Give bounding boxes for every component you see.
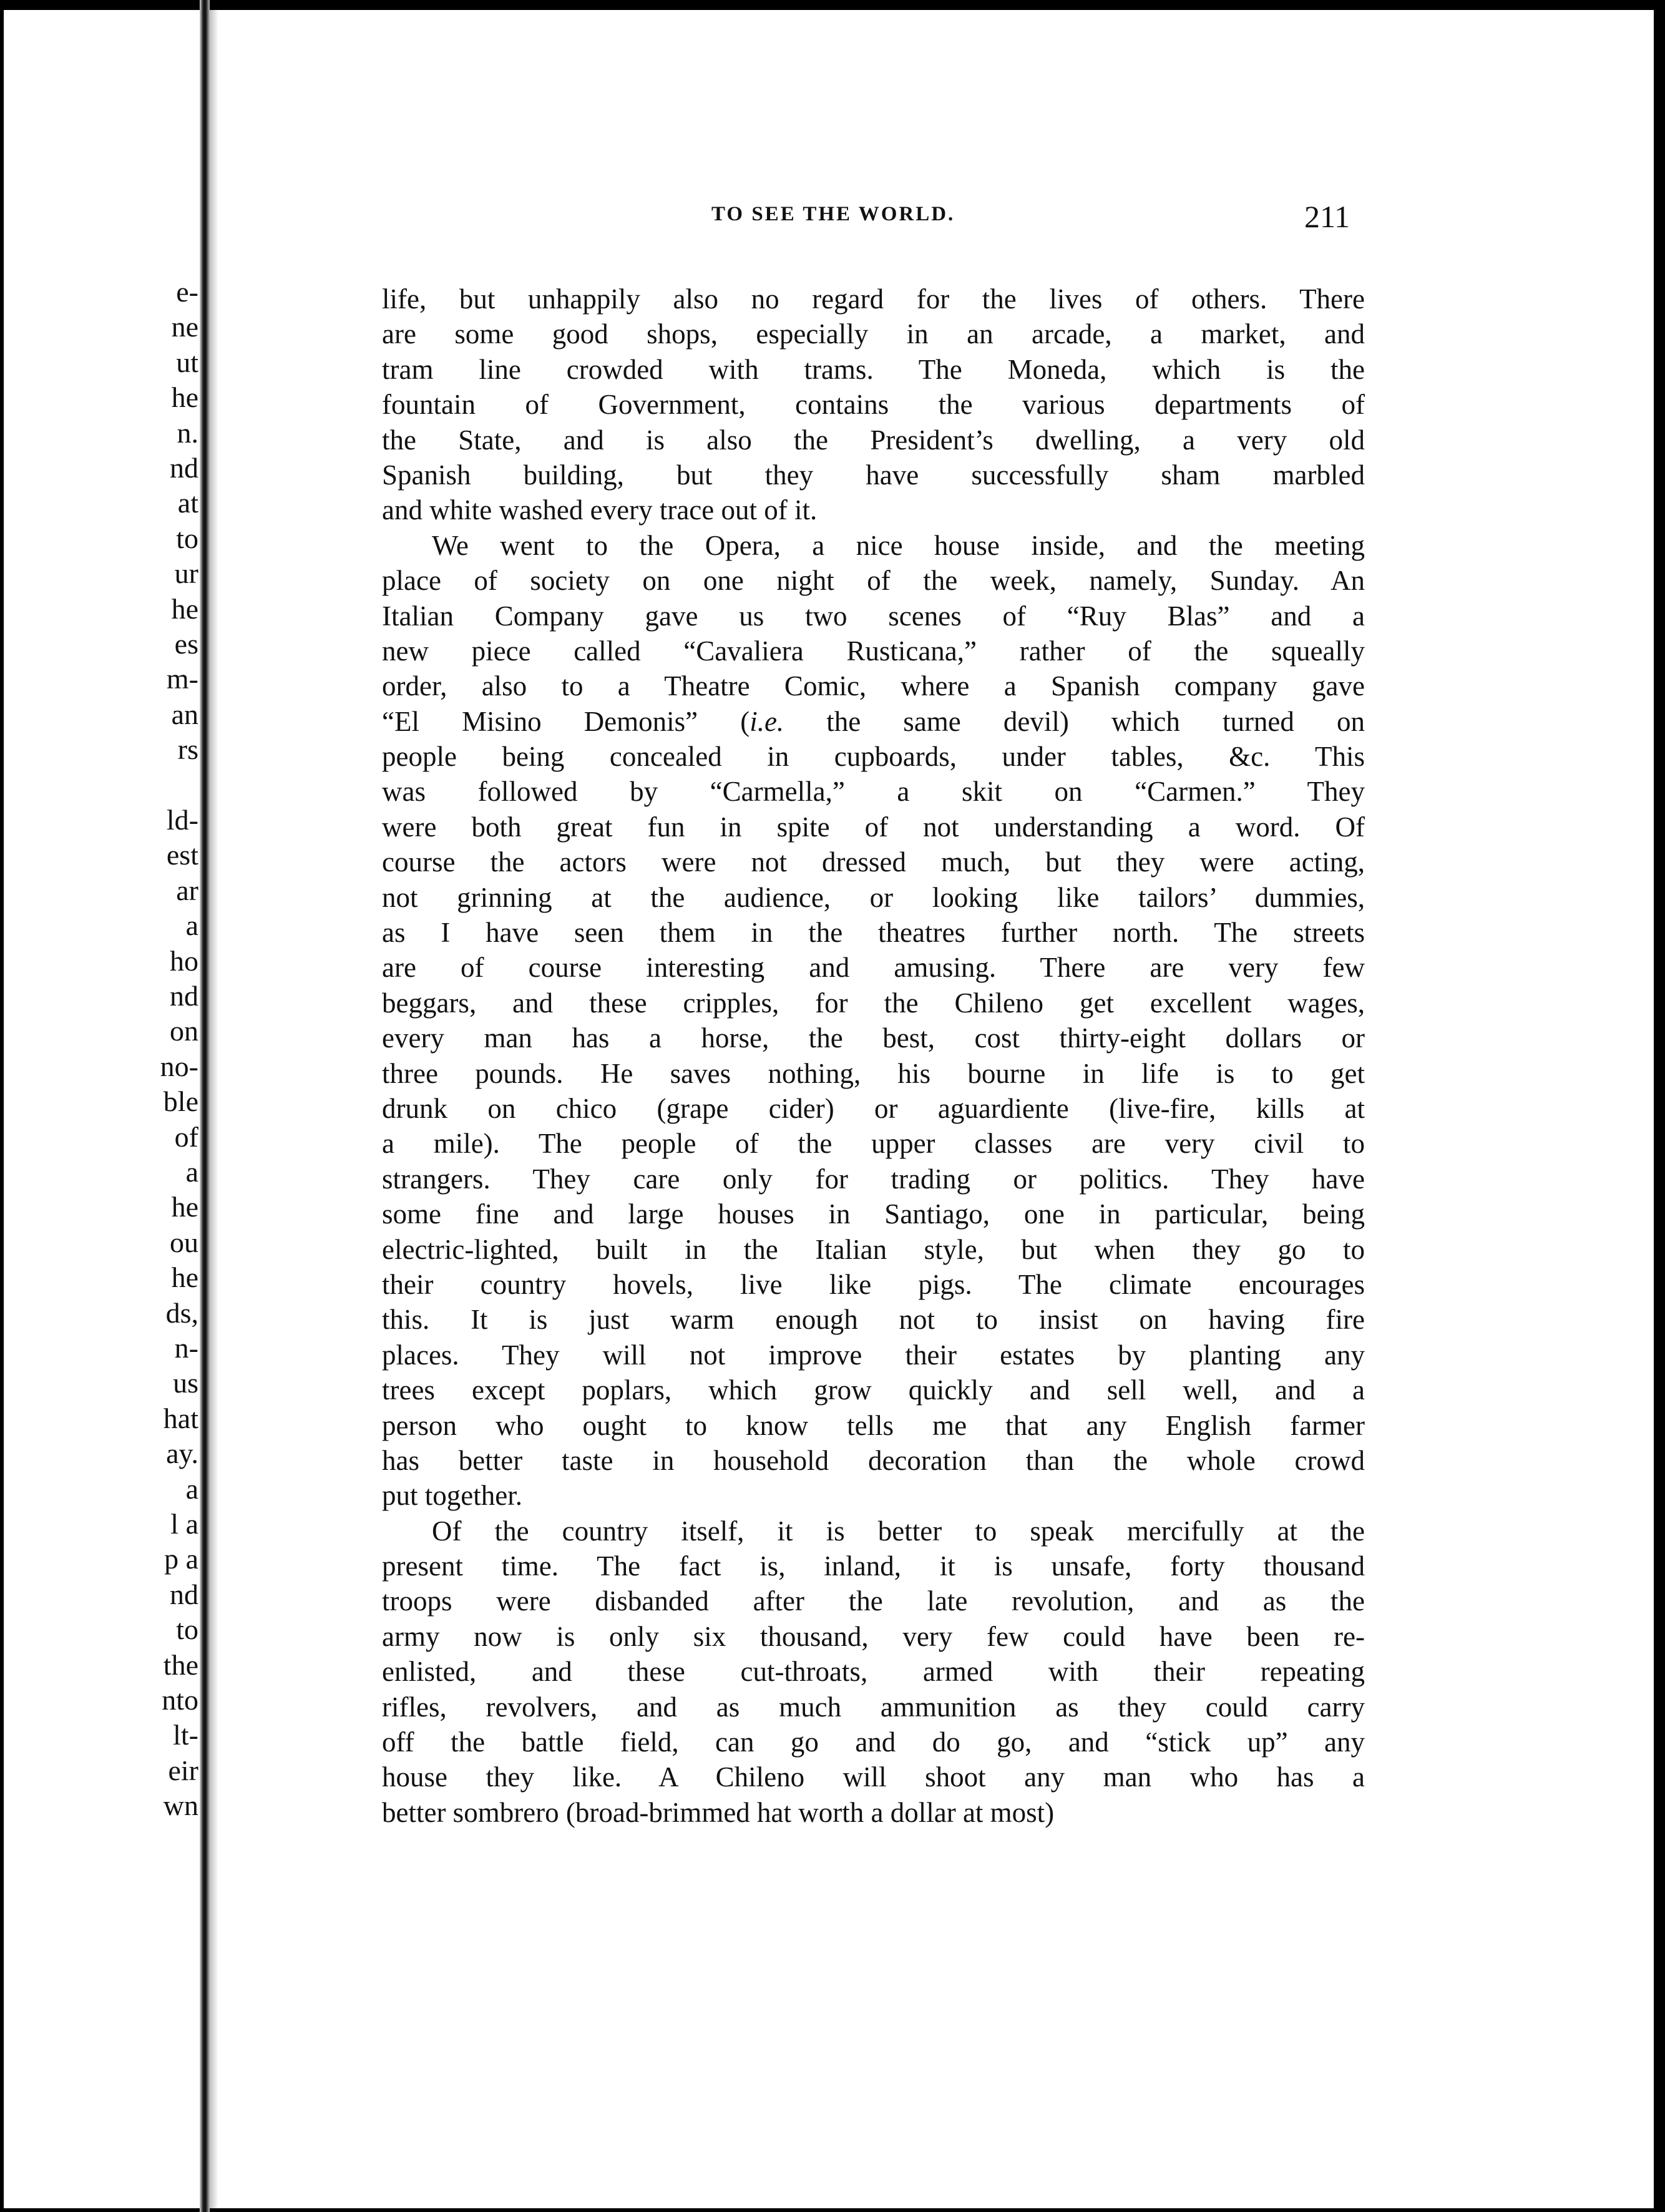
left-page-fragment: ur bbox=[174, 557, 198, 590]
scan-border-top bbox=[0, 0, 1665, 10]
body-line: strangers. They care only for trading or politics. They have bbox=[382, 1163, 1365, 1195]
body-line: the State, and is also the President’s dwelling, a very old bbox=[382, 424, 1365, 456]
left-page-fragment: m- bbox=[166, 663, 198, 695]
body-text bbox=[382, 281, 1365, 1830]
left-page-fragment: he bbox=[171, 592, 198, 625]
left-page-fragment: a bbox=[185, 1472, 198, 1505]
left-page-fragment: no- bbox=[160, 1050, 198, 1082]
left-page-fragment: ne bbox=[171, 311, 198, 343]
left-page-fragment: ds, bbox=[165, 1296, 198, 1329]
left-page-fragment: ou bbox=[170, 1226, 198, 1258]
body-line: house they like. A Chileno will shoot any man who has a bbox=[382, 1761, 1365, 1793]
left-page-fragment: ble bbox=[163, 1085, 198, 1118]
body-line: beggars, and these cripples, for the Chileno get excellent wages, bbox=[382, 987, 1365, 1019]
body-line: electric-lighted, built in the Italian style, but when they go to bbox=[382, 1233, 1365, 1265]
body-line: Italian Company gave us two scenes of “Ruy Blas” and a bbox=[382, 600, 1365, 632]
body-line: every man has a horse, the best, cost thirty-eight dollars or bbox=[382, 1022, 1365, 1054]
body-line: three pounds. He saves nothing, his bourne in life is to get bbox=[382, 1057, 1365, 1089]
book-gutter bbox=[200, 0, 210, 2212]
left-page-fragment: of bbox=[174, 1120, 198, 1153]
left-page-fragment: ar bbox=[176, 874, 198, 906]
body-line: off the battle field, can go and do go, and “stick up” any bbox=[382, 1726, 1365, 1758]
body-line: present time. The fact is, inland, it is unsafe, forty thousand bbox=[382, 1550, 1365, 1582]
body-line: was followed by “Carmella,” a skit on “Carmen.” They bbox=[382, 776, 1365, 808]
left-page-fragment: p a bbox=[164, 1543, 198, 1575]
body-line: enlisted, and these cut-throats, armed with their repeating bbox=[382, 1656, 1365, 1688]
body-line: as I have seen them in the theatres further north. The streets bbox=[382, 917, 1365, 949]
left-page-fragment: on bbox=[170, 1015, 198, 1047]
left-page-fragment: at bbox=[177, 487, 198, 519]
body-line: drunk on chico (grape cider) or aguardiente (live-fire, kills at bbox=[382, 1092, 1365, 1124]
left-page-fragment: an bbox=[171, 698, 198, 730]
left-page-fragment: a bbox=[185, 1156, 198, 1188]
page-number: 211 bbox=[1304, 199, 1350, 234]
left-page-fragment: ay. bbox=[166, 1437, 198, 1470]
body-line: course the actors were not dressed much, but they were acting, bbox=[382, 846, 1365, 878]
left-page-fragment: ut bbox=[176, 346, 198, 378]
body-line: this. It is just warm enough not to insist on having fire bbox=[382, 1304, 1365, 1336]
body-line: order, also to a Theatre Comic, where a Spanish company gave bbox=[382, 670, 1365, 702]
body-line: has better taste in household decoration than the whole crowd bbox=[382, 1444, 1365, 1476]
left-page-fragment: lt- bbox=[173, 1719, 198, 1751]
body-line: tram line crowded with trams. The Moneda, which is the bbox=[382, 353, 1365, 385]
left-page-fragment: hat bbox=[163, 1402, 198, 1434]
left-page-fragment: nd bbox=[170, 980, 198, 1012]
left-page-fragment: est bbox=[166, 839, 198, 871]
left-page-fragment: e- bbox=[176, 276, 198, 308]
running-head: TO SEE THE WORLD. bbox=[711, 203, 955, 225]
body-line: people being concealed in cupboards, under tables, &c. This bbox=[382, 741, 1365, 773]
body-line: their country hovels, live like pigs. The climate encourages bbox=[382, 1268, 1365, 1300]
left-page-fragment: the bbox=[163, 1648, 198, 1681]
body-line: place of society on one night of the week, namely, Sunday. An bbox=[382, 565, 1365, 597]
left-page-fragment: ho bbox=[170, 944, 198, 977]
left-page-fragment: n. bbox=[177, 416, 198, 449]
body-line: better sombrero (broad-brimmed hat worth a dollar at most) bbox=[382, 1796, 1055, 1828]
body-line: Spanish building, but they have successfully sham marbled bbox=[382, 459, 1365, 491]
left-page-fragment: to bbox=[176, 1613, 198, 1646]
body-line: We went to the Opera, a nice house inside, and the meeting bbox=[432, 529, 1365, 561]
body-line: new piece called “Cavaliera Rusticana,” rather of the squeally bbox=[382, 635, 1365, 667]
left-page-fragment: he bbox=[171, 1261, 198, 1294]
body-line: trees except poplars, which grow quickly and sell well, and a bbox=[382, 1374, 1365, 1406]
body-line: person who ought to know tells me that any English farmer bbox=[382, 1409, 1365, 1441]
left-page-fragment: n- bbox=[174, 1332, 198, 1364]
gutter-shadow bbox=[210, 0, 218, 2212]
left-page-fragment: es bbox=[174, 628, 198, 660]
left-page-fragment: eir bbox=[168, 1754, 198, 1786]
left-page-fragment: rs bbox=[177, 733, 198, 766]
left-page-sliver bbox=[4, 275, 198, 1897]
body-line: put together. bbox=[382, 1480, 522, 1512]
body-line: are some good shops, especially in an arcade, a market, and bbox=[382, 318, 1365, 350]
body-line: Of the country itself, it is better to speak mercifully at the bbox=[432, 1515, 1365, 1547]
left-page-fragment: to bbox=[176, 522, 198, 554]
left-page-fragment: l a bbox=[170, 1508, 198, 1540]
body-line: life, but unhappily also no regard for the lives of others. There bbox=[382, 283, 1365, 315]
body-line: places. They will not improve their estates by planting any bbox=[382, 1339, 1365, 1371]
scan-border-bottom bbox=[0, 2208, 1665, 2212]
body-line: fountain of Government, contains the various departments of bbox=[382, 389, 1365, 421]
left-page-fragment: wn bbox=[163, 1789, 198, 1822]
body-line: rifles, revolvers, and as much ammunition as they could carry bbox=[382, 1691, 1365, 1723]
body-line: troops were disbanded after the late revolution, and as the bbox=[382, 1585, 1365, 1617]
left-page-fragment: nd bbox=[170, 1578, 198, 1610]
left-page-fragment: nd bbox=[170, 452, 198, 484]
body-line: were both great fun in spite of not understanding a word. Of bbox=[382, 811, 1365, 843]
left-page-fragment: us bbox=[173, 1367, 198, 1399]
scan-border-right bbox=[1654, 0, 1665, 2212]
left-page-fragment: he bbox=[171, 381, 198, 414]
body-line: a mile). The people of the upper classes are very civil to bbox=[382, 1128, 1365, 1160]
left-page-fragment: a bbox=[185, 909, 198, 942]
body-line: not grinning at the audience, or looking like tailors’ dummies, bbox=[382, 881, 1365, 913]
body-line: army now is only six thousand, very few could have been re- bbox=[382, 1620, 1365, 1652]
left-page-fragment: ld- bbox=[166, 804, 198, 836]
left-page-fragment: he bbox=[171, 1191, 198, 1223]
body-line: “El Misino Demonis” (i.e. the same devil) which turned on bbox=[382, 705, 1365, 737]
left-page-fragment: nto bbox=[162, 1684, 198, 1716]
body-line: some fine and large houses in Santiago, one in particular, being bbox=[382, 1198, 1365, 1230]
body-line: are of course interesting and amusing. There are very few bbox=[382, 952, 1365, 984]
body-line: and white washed every trace out of it. bbox=[382, 494, 818, 526]
